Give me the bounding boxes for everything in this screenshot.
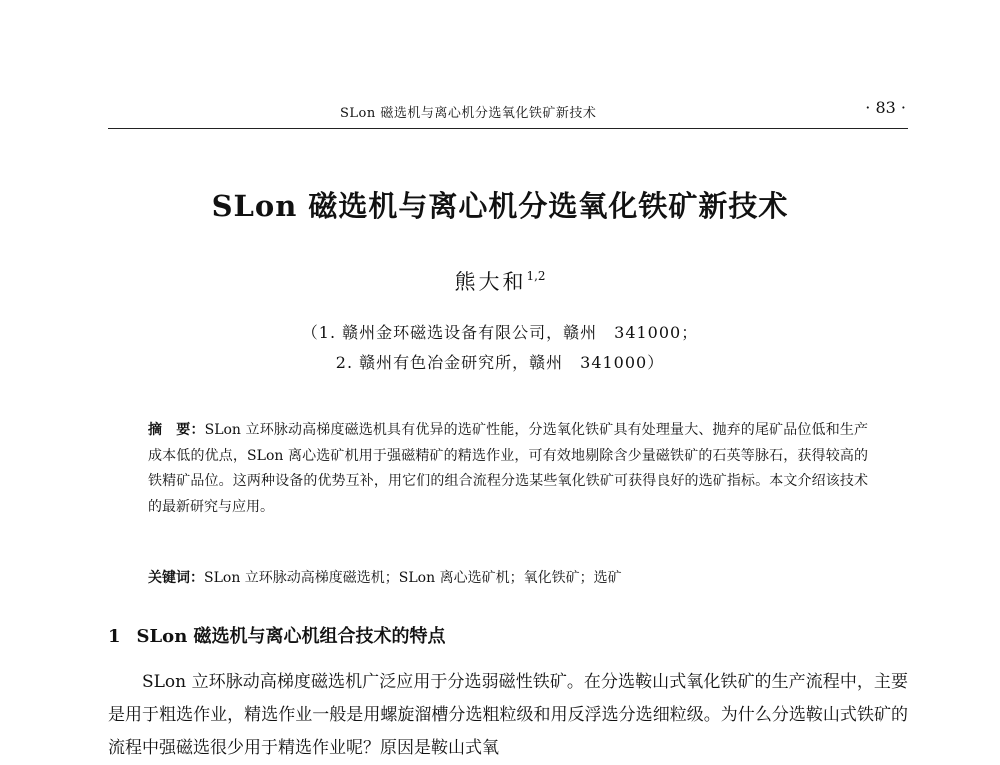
body-paragraph: SLon 立环脉动高梯度磁选机广泛应用于分选弱磁性铁矿。在分选鞍山式氧化铁矿的生产流程中，主要是用于粗选作业，精选作业一般是用螺旋溜槽分选粗粒级和用反浮选分选细粒级。为什么分选鞍山式铁矿的流程中强磁选很少用于精选作业呢？原因是鞍山式氧 bbox=[108, 672, 908, 758]
section-title: SLon 磁选机与离心机组合技术的特点 bbox=[136, 626, 446, 647]
author-affiliation-marks: 1,2 bbox=[526, 269, 546, 283]
header-rule bbox=[108, 128, 908, 129]
keywords-label: 关键词： bbox=[148, 570, 204, 586]
author-name: 熊大和 bbox=[454, 270, 527, 294]
keywords bbox=[148, 566, 868, 591]
running-title: SLon 磁选机与离心机分选氧化铁矿新技术 bbox=[340, 106, 597, 121]
abstract-text: SLon 立环脉动高梯度磁选机具有优异的选矿性能，分选氧化铁矿具有处理量大、抛弃的尾矿品位低和生产成本低的优点，SLon 离心选矿机用于强磁精矿的精选作业，可有效地剔除含少量磁铁矿的石英等脉石，获得较高的铁精矿品位。这两种设备的优势互补，用它们的组合流程分选某些氧化铁矿可获得良好的选矿指标。本文介绍该技术的最新研究与应用。 bbox=[148, 422, 869, 515]
paper-title: SLon 磁选机与离心机分选氧化铁矿新技术 bbox=[211, 189, 789, 223]
keywords-text: SLon 立环脉动高梯度磁选机；SLon 离心选矿机；氧化铁矿；选矿 bbox=[204, 570, 622, 586]
section-number: 1 bbox=[108, 626, 121, 647]
page-number: · 83 · bbox=[865, 98, 906, 117]
abstract bbox=[148, 418, 868, 520]
section-heading bbox=[108, 622, 908, 648]
affiliation-1: （1. 赣州金环磁选设备有限公司，赣州 341000； bbox=[301, 323, 699, 342]
affiliation-2: 2. 赣州有色冶金研究所，赣州 341000） bbox=[335, 353, 665, 372]
running-header bbox=[108, 98, 908, 122]
abstract-label: 摘 要： bbox=[148, 422, 205, 438]
author-line bbox=[0, 266, 1000, 296]
